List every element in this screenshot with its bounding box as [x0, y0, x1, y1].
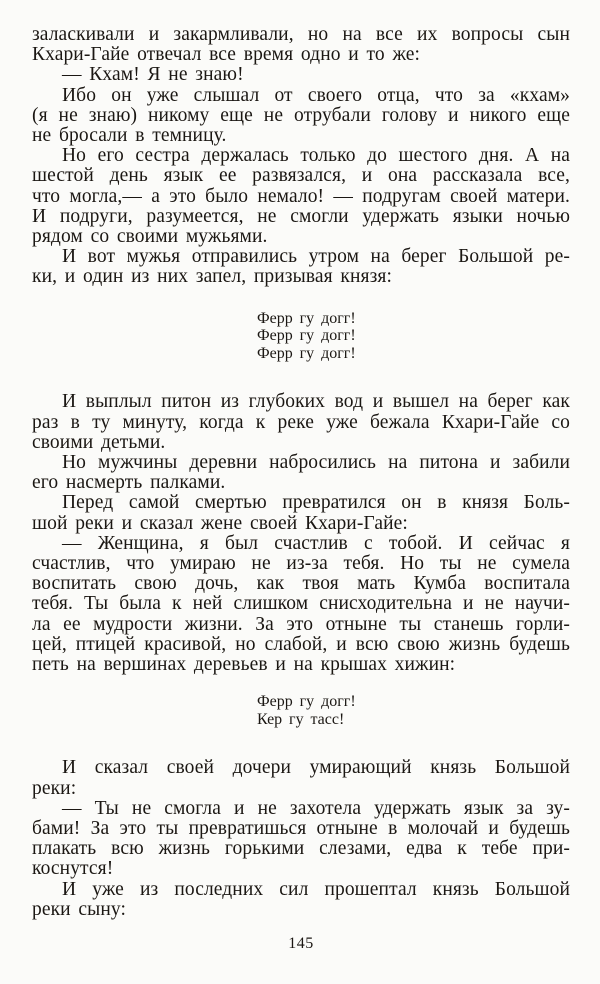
text-line: рядом со своими мужьями.: [32, 226, 268, 248]
text-line: бами! За это ты превратишься отныне в молочай и будешь: [32, 818, 570, 840]
text-line: — Кхам! Я не знаю!: [62, 64, 244, 86]
text-line: (я не знаю) никому еще не отрубали голову и никого еще: [32, 104, 570, 126]
text-line: И вот мужья отправились утром на берег Большой ре-: [62, 246, 570, 268]
text-line: реки сыну:: [32, 898, 127, 920]
text-line: своими детьми.: [32, 431, 166, 453]
text-line: Но его сестра держалась только до шестого дня. А на: [62, 145, 570, 167]
verse-line: Ферр гу догг!: [257, 327, 356, 345]
text-line: заласкивали и закармливали, но на все их вопросы сын: [32, 24, 570, 45]
text-line: шестой день язык ее развязался, и она рассказала все,: [32, 165, 570, 187]
paragraph-block-3: [32, 758, 570, 920]
text-line: петь на вершинах деревьев и на крышах хижин:: [32, 654, 456, 676]
text-line: — Ты не смогла и не захотела удержать язык за зу-: [62, 797, 570, 819]
text-line: ки, и один из них запел, призывая князя:: [32, 266, 392, 288]
verse-line: Ферр гу догг!: [257, 309, 356, 327]
text-line: Кхари-Гайе отвечал все время одно и то же:: [32, 44, 421, 66]
text-line: Перед самой смертью превратился он в князя Боль-: [62, 492, 570, 514]
verse-block-1: [32, 310, 570, 363]
text-line: раз в ту минуту, когда к реке уже бежала Кхари-Гайе со: [32, 411, 570, 433]
text-line: ла ее мудрости жизни. За это отныне ты станешь горли-: [32, 613, 570, 635]
text-line: что могла,— а это было немало! — подругам своей матери.: [32, 185, 570, 207]
text-line: тебя. Ты была к ней слишком снисходительна и не научи-: [32, 593, 570, 615]
text-line: плакать всю жизнь горькими слезами, едва к тебе при-: [32, 838, 570, 860]
text-line: Но мужчины деревни набросились на питона и забили: [62, 452, 570, 474]
verse-line: Ферр гу догг!: [257, 693, 356, 711]
text-line: коснутся!: [32, 858, 114, 880]
text-line: И уже из последних сил прошептал князь Большой: [62, 878, 570, 900]
text-line: счастлив, что умираю не из-за тебя. Но ты не сумела: [32, 553, 570, 575]
verse-block-2: [32, 693, 570, 728]
text-line: — Женщина, я был счастлив с тобой. И сейчас я: [62, 532, 570, 554]
paragraph-block-1: [32, 25, 570, 288]
page-number: 145: [288, 935, 314, 953]
verse-line: Ферр гу догг!: [257, 344, 356, 362]
text-line: цей, птицей красивой, но слабой, и всю свою жизнь будешь: [32, 633, 570, 655]
text-line: И подруги, разумеется, не смогли удержать языки ночью: [32, 205, 570, 227]
text-line: шой реки и сказал жене своей Кхари-Гайе:: [32, 512, 408, 534]
text-line: реки:: [32, 777, 77, 799]
paragraph-block-2: [32, 392, 570, 675]
verse-line: Кер гу тасс!: [257, 710, 345, 728]
text-line: воспитать свою дочь, как твоя мать Кумба воспитала: [32, 573, 570, 595]
text-line: Ибо он уже слышал от своего отца, что за «кхам»: [62, 84, 570, 106]
text-line: не бросали в темницу.: [32, 125, 227, 147]
text-line: И сказал своей дочери умирающий князь Большой: [62, 757, 570, 779]
text-line: И выплыл питон из глубоких вод и вышел на берег как: [62, 391, 570, 413]
text-line: его насмерть палками.: [32, 472, 226, 494]
